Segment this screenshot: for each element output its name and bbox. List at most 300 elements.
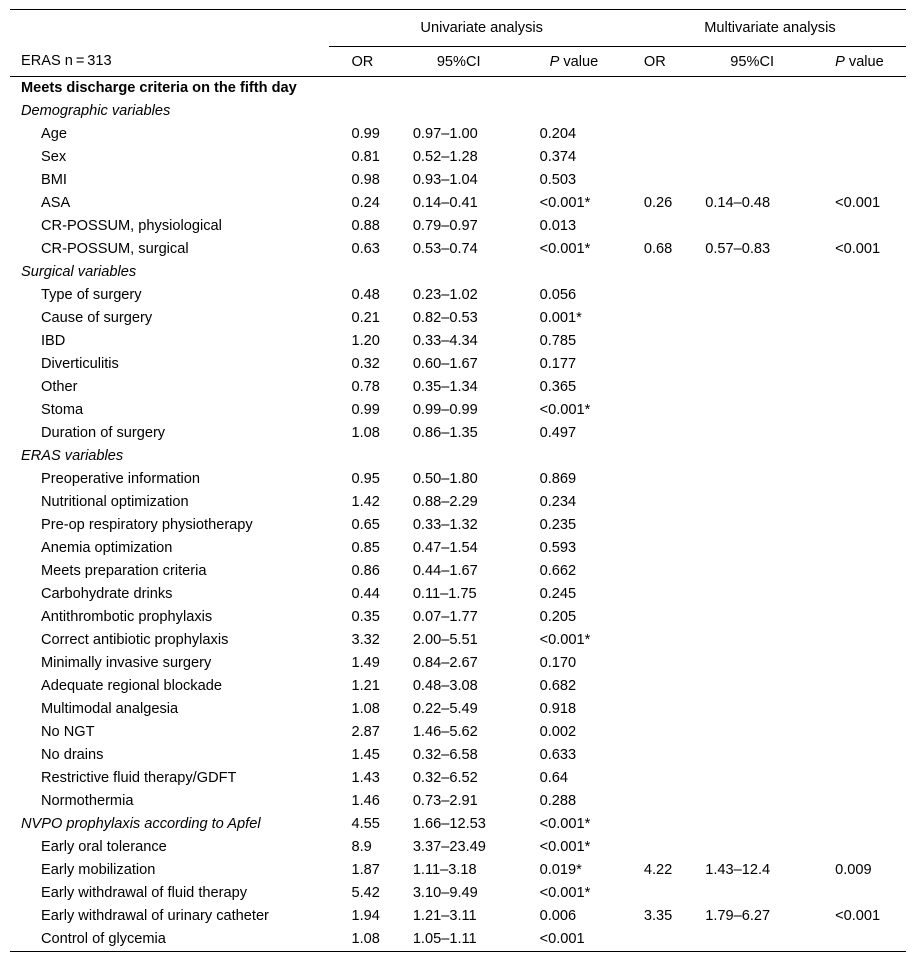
ci-univariate-cell: 0.23–1.02 <box>412 287 478 303</box>
p-multivariate-cell <box>825 376 906 399</box>
p-multivariate-cell <box>825 836 906 859</box>
header-row-groups <box>10 10 906 47</box>
or-univariate-cell: 2.87 <box>351 724 380 740</box>
table-row <box>10 376 906 399</box>
or-multivariate-cell <box>634 261 705 284</box>
or-univariate-cell: 1.87 <box>351 862 380 878</box>
p-univariate-cell: <0.001* <box>539 885 591 901</box>
multivariate-header: Multivariate analysis <box>634 10 906 47</box>
ci-multivariate-cell <box>705 100 825 123</box>
row-label: ERAS variables <box>21 448 124 464</box>
ci-univariate-cell: 0.73–2.91 <box>412 793 478 809</box>
or-header-multivariate: OR <box>634 47 705 77</box>
p-univariate-cell: 0.001* <box>539 310 582 326</box>
p-univariate-cell: 0.019* <box>539 862 582 878</box>
p-multivariate-cell: <0.001 <box>835 241 881 257</box>
ci-multivariate-cell <box>705 491 825 514</box>
or-multivariate-cell <box>634 169 705 192</box>
p-multivariate-cell <box>825 77 906 101</box>
ci-multivariate-cell <box>705 422 825 445</box>
or-univariate-cell <box>329 77 412 101</box>
p-header-multivariate <box>825 47 906 77</box>
or-univariate-cell: 1.46 <box>351 793 380 809</box>
table-row <box>10 192 906 215</box>
or-multivariate-cell <box>634 468 705 491</box>
p-multivariate-cell <box>825 583 906 606</box>
or-univariate-cell <box>329 261 412 284</box>
p-univariate-cell: <0.001* <box>539 816 591 832</box>
ci-multivariate-cell <box>705 445 825 468</box>
ci-univariate-cell: 2.00–5.51 <box>412 632 478 648</box>
or-multivariate-cell <box>634 330 705 353</box>
p-multivariate-cell <box>825 813 906 836</box>
table-row <box>10 836 906 859</box>
p-multivariate-cell <box>825 721 906 744</box>
or-univariate-cell: 1.20 <box>351 333 380 349</box>
or-univariate-cell: 0.78 <box>351 379 380 395</box>
or-univariate-cell: 1.42 <box>351 494 380 510</box>
or-multivariate-cell <box>634 928 705 952</box>
table-row <box>10 215 906 238</box>
p-multivariate-cell <box>825 514 906 537</box>
table-row <box>10 698 906 721</box>
or-univariate-cell: 1.49 <box>351 655 380 671</box>
or-univariate-cell: 0.86 <box>351 563 380 579</box>
ci-multivariate-cell <box>705 514 825 537</box>
p-univariate-cell: 0.002 <box>539 724 577 740</box>
or-univariate-cell: 0.65 <box>351 517 380 533</box>
ci-univariate-cell <box>413 77 540 101</box>
row-label: Preoperative information <box>41 471 200 487</box>
p-univariate-cell: 0.633 <box>539 747 577 763</box>
p-univariate-cell: 0.374 <box>539 149 577 165</box>
ci-univariate-cell <box>413 261 540 284</box>
p-multivariate-cell <box>825 790 906 813</box>
row-label: Restrictive fluid therapy/GDFT <box>41 770 237 786</box>
or-univariate-cell: 0.95 <box>351 471 380 487</box>
or-multivariate-cell <box>634 445 705 468</box>
ci-univariate-cell: 1.05–1.11 <box>413 928 540 952</box>
p-univariate-cell: <0.001* <box>539 839 591 855</box>
p-univariate-cell: 0.234 <box>539 494 577 510</box>
ci-multivariate-cell <box>705 629 825 652</box>
ci-univariate-cell: 0.99–0.99 <box>412 402 478 418</box>
p-univariate-cell: 0.497 <box>539 425 577 441</box>
p-multivariate-cell <box>825 353 906 376</box>
ci-univariate-cell: 0.32–6.52 <box>412 770 478 786</box>
p-multivariate-cell <box>825 652 906 675</box>
p-rest: value <box>844 53 884 70</box>
or-univariate-cell: 5.42 <box>351 885 380 901</box>
ci-univariate-cell: 0.82–0.53 <box>412 310 478 326</box>
row-label: IBD <box>41 333 66 349</box>
p-univariate-cell <box>540 261 634 284</box>
table-row <box>10 721 906 744</box>
p-multivariate-cell <box>825 445 906 468</box>
p-multivariate-cell <box>825 146 906 169</box>
or-multivariate-cell <box>634 376 705 399</box>
ci-univariate-cell: 0.35–1.34 <box>412 379 478 395</box>
ci-multivariate-cell <box>705 284 825 307</box>
p-multivariate-cell <box>825 399 906 422</box>
ci-univariate-cell: 0.52–1.28 <box>412 149 478 165</box>
table-row <box>10 744 906 767</box>
p-univariate-cell: 0.177 <box>539 356 577 372</box>
row-label: Control of glycemia <box>10 928 329 952</box>
ci-multivariate-cell <box>705 399 825 422</box>
or-multivariate-cell <box>634 675 705 698</box>
or-multivariate-cell: 0.26 <box>643 195 673 211</box>
p-univariate-cell: <0.001 <box>540 928 634 952</box>
p-multivariate-cell <box>825 537 906 560</box>
or-multivariate-cell <box>634 77 705 101</box>
p-univariate-cell: 0.918 <box>539 701 577 717</box>
ci-multivariate-cell <box>705 376 825 399</box>
row-label: Stoma <box>41 402 84 418</box>
table-row <box>10 859 906 882</box>
row-label: BMI <box>41 172 67 188</box>
table-row <box>10 514 906 537</box>
or-multivariate-cell <box>634 790 705 813</box>
table-row <box>10 790 906 813</box>
ci-multivariate-cell: 1.79–6.27 <box>705 908 771 924</box>
or-univariate-cell: 1.45 <box>351 747 380 763</box>
p-multivariate-cell <box>825 123 906 146</box>
univariate-header: Univariate analysis <box>329 10 633 47</box>
or-univariate-cell: 1.94 <box>351 908 380 924</box>
or-multivariate-cell <box>634 537 705 560</box>
or-multivariate-cell <box>634 583 705 606</box>
ci-multivariate-cell <box>705 146 825 169</box>
p-univariate-cell <box>540 445 634 468</box>
or-multivariate-cell <box>634 284 705 307</box>
or-multivariate-cell <box>634 882 705 905</box>
ci-univariate-cell: 0.14–0.41 <box>412 195 478 211</box>
table-row <box>10 146 906 169</box>
p-multivariate-cell <box>825 767 906 790</box>
p-multivariate-cell <box>825 100 906 123</box>
ci-multivariate-cell <box>705 77 825 101</box>
p-multivariate-cell <box>825 698 906 721</box>
table-row <box>10 238 906 261</box>
p-multivariate-cell <box>825 284 906 307</box>
row-label: Pre-op respiratory physiotherapy <box>41 517 253 533</box>
or-univariate-cell: 1.08 <box>329 928 412 952</box>
p-multivariate-cell <box>825 629 906 652</box>
p-univariate-cell: 0.204 <box>539 126 577 142</box>
table-row <box>10 77 906 101</box>
table-row <box>10 560 906 583</box>
or-multivariate-cell <box>634 491 705 514</box>
p-italic: P <box>549 53 560 70</box>
table-row <box>10 330 906 353</box>
ci-univariate-cell: 1.11–3.18 <box>412 862 477 878</box>
ci-multivariate-cell <box>705 537 825 560</box>
p-univariate-cell <box>540 77 634 101</box>
table-row <box>10 123 906 146</box>
ci-header-univariate: 95%CI <box>413 47 540 77</box>
or-multivariate-cell <box>634 514 705 537</box>
ci-multivariate-cell <box>705 330 825 353</box>
row-label: Carbohydrate drinks <box>41 586 173 602</box>
row-label: Correct antibiotic prophylaxis <box>41 632 229 648</box>
or-univariate-cell <box>329 445 412 468</box>
row-label: No drains <box>41 747 104 763</box>
ci-multivariate-cell <box>705 767 825 790</box>
p-multivariate-cell <box>825 468 906 491</box>
ci-multivariate-cell <box>705 675 825 698</box>
p-multivariate-cell <box>825 882 906 905</box>
ci-multivariate-cell <box>705 307 825 330</box>
ci-univariate-cell: 0.93–1.04 <box>412 172 478 188</box>
row-label: Meets preparation criteria <box>41 563 207 579</box>
ci-univariate-cell: 0.33–4.34 <box>412 333 478 349</box>
row-label: Early withdrawal of urinary catheter <box>41 908 269 924</box>
p-univariate-cell: 0.64 <box>539 770 568 786</box>
ci-multivariate-cell <box>705 560 825 583</box>
ci-univariate-cell: 0.33–1.32 <box>412 517 478 533</box>
p-italic: P <box>835 53 845 70</box>
ci-multivariate-cell <box>705 790 825 813</box>
table-row <box>10 468 906 491</box>
table-row <box>10 652 906 675</box>
ci-univariate-cell: 0.79–0.97 <box>412 218 478 234</box>
ci-univariate-cell: 0.32–6.58 <box>412 747 478 763</box>
p-multivariate-cell <box>825 307 906 330</box>
ci-univariate-cell: 0.50–1.80 <box>412 471 478 487</box>
p-univariate-cell: 0.503 <box>539 172 577 188</box>
or-univariate-cell: 1.43 <box>351 770 380 786</box>
or-univariate-cell <box>329 100 412 123</box>
row-label: Demographic variables <box>21 103 171 119</box>
cohort-label: ERAS n = 313 <box>10 47 329 77</box>
or-multivariate-cell <box>634 123 705 146</box>
or-multivariate-cell <box>634 353 705 376</box>
ci-multivariate-cell <box>705 882 825 905</box>
or-univariate-cell: 0.44 <box>351 586 380 602</box>
or-multivariate-cell <box>634 698 705 721</box>
p-multivariate-cell <box>825 744 906 767</box>
or-univariate-cell: 3.32 <box>351 632 380 648</box>
row-label: Other <box>41 379 78 395</box>
ci-univariate-cell: 0.22–5.49 <box>412 701 478 717</box>
row-label: Early mobilization <box>41 862 156 878</box>
p-multivariate-cell <box>825 261 906 284</box>
ci-univariate-cell <box>413 445 540 468</box>
row-label: Normothermia <box>41 793 134 809</box>
or-univariate-cell: 0.24 <box>351 195 380 211</box>
row-label: NVPO prophylaxis according to Apfel <box>21 816 261 832</box>
or-multivariate-cell <box>634 307 705 330</box>
ci-multivariate-cell: 0.57–0.83 <box>705 241 771 257</box>
p-univariate-cell: 0.869 <box>539 471 577 487</box>
or-univariate-cell: 0.32 <box>351 356 380 372</box>
p-multivariate-cell <box>825 928 906 952</box>
ci-multivariate-cell: 0.14–0.48 <box>705 195 771 211</box>
row-label: Minimally invasive surgery <box>41 655 212 671</box>
results-table-container <box>10 9 906 952</box>
table-row <box>10 905 906 928</box>
ci-multivariate-cell <box>705 928 825 952</box>
row-label: Antithrombotic prophylaxis <box>41 609 213 625</box>
ci-multivariate-cell <box>705 261 825 284</box>
p-multivariate-cell <box>825 560 906 583</box>
row-label: Nutritional optimization <box>41 494 189 510</box>
ci-univariate-cell: 0.48–3.08 <box>412 678 478 694</box>
p-multivariate-cell: 0.009 <box>835 862 872 878</box>
row-label: Cause of surgery <box>41 310 153 326</box>
table-row <box>10 284 906 307</box>
p-univariate-cell: 0.235 <box>539 517 577 533</box>
or-univariate-cell: 0.63 <box>351 241 380 257</box>
or-univariate-cell: 1.08 <box>351 425 380 441</box>
or-multivariate-cell <box>634 422 705 445</box>
ci-univariate-cell: 1.46–5.62 <box>412 724 478 740</box>
ci-univariate-cell: 1.66–12.53 <box>412 816 486 832</box>
or-univariate-cell: 8.9 <box>351 839 372 855</box>
p-header-univariate <box>540 47 634 77</box>
ci-univariate-cell: 0.07–1.77 <box>412 609 478 625</box>
or-univariate-cell: 1.08 <box>351 701 380 717</box>
ci-univariate-cell: 0.97–1.00 <box>412 126 478 142</box>
ci-univariate-cell: 0.60–1.67 <box>412 356 478 372</box>
row-label: Surgical variables <box>21 264 137 280</box>
header-row-columns <box>10 47 906 77</box>
p-univariate-cell: 0.682 <box>539 678 577 694</box>
or-univariate-cell: 4.55 <box>351 816 380 832</box>
or-multivariate-cell <box>634 767 705 790</box>
or-univariate-cell: 0.85 <box>351 540 380 556</box>
p-univariate-cell: 0.785 <box>539 333 577 349</box>
row-label: Multimodal analgesia <box>41 701 179 717</box>
row-label: Anemia optimization <box>41 540 173 556</box>
ci-multivariate-cell <box>705 721 825 744</box>
p-univariate-cell: <0.001* <box>539 195 591 211</box>
or-univariate-cell: 0.48 <box>351 287 380 303</box>
table-row <box>10 261 906 284</box>
ci-univariate-cell <box>413 100 540 123</box>
table-row <box>10 491 906 514</box>
p-multivariate-cell <box>825 675 906 698</box>
table-row <box>10 629 906 652</box>
p-multivariate-cell <box>825 606 906 629</box>
p-multivariate-cell: <0.001 <box>835 908 881 924</box>
table-row <box>10 767 906 790</box>
row-label: Sex <box>41 149 67 165</box>
p-univariate-cell: 0.288 <box>539 793 577 809</box>
table-row <box>10 353 906 376</box>
row-label: Diverticulitis <box>41 356 119 372</box>
or-univariate-cell: 0.35 <box>351 609 380 625</box>
p-rest: value <box>559 53 599 70</box>
table-row <box>10 606 906 629</box>
ci-multivariate-cell <box>705 606 825 629</box>
p-univariate-cell: <0.001* <box>539 241 591 257</box>
ci-univariate-cell: 0.11–1.75 <box>412 586 477 602</box>
p-multivariate-cell <box>825 169 906 192</box>
table-row <box>10 583 906 606</box>
p-multivariate-cell: <0.001 <box>835 195 881 211</box>
p-multivariate-cell <box>825 491 906 514</box>
p-univariate-cell: 0.245 <box>539 586 577 602</box>
or-multivariate-cell: 3.35 <box>643 908 673 924</box>
table-body <box>10 77 906 952</box>
p-multivariate-cell <box>825 422 906 445</box>
ci-multivariate-cell <box>705 836 825 859</box>
row-label: Early oral tolerance <box>41 839 167 855</box>
ci-univariate-cell: 0.88–2.29 <box>412 494 478 510</box>
or-multivariate-cell <box>634 744 705 767</box>
row-label: Type of surgery <box>41 287 142 303</box>
or-multivariate-cell <box>634 606 705 629</box>
row-label: Early withdrawal of fluid therapy <box>41 885 248 901</box>
or-multivariate-cell <box>634 399 705 422</box>
p-univariate-cell: 0.205 <box>539 609 577 625</box>
row-label: Adequate regional blockade <box>41 678 222 694</box>
or-univariate-cell: 0.99 <box>351 402 380 418</box>
row-label: Age <box>41 126 67 142</box>
ci-multivariate-cell <box>705 353 825 376</box>
row-label: No NGT <box>41 724 95 740</box>
ci-univariate-cell: 3.10–9.49 <box>412 885 478 901</box>
row-label: CR-POSSUM, surgical <box>41 241 189 257</box>
ci-multivariate-cell <box>705 698 825 721</box>
table-row <box>10 675 906 698</box>
or-multivariate-cell <box>634 813 705 836</box>
p-univariate-cell: 0.006 <box>539 908 577 924</box>
row-label: ASA <box>41 195 71 211</box>
p-univariate-cell: <0.001* <box>539 632 591 648</box>
ci-univariate-cell: 0.86–1.35 <box>412 425 478 441</box>
or-header-univariate: OR <box>329 47 412 77</box>
ci-univariate-cell: 1.21–3.11 <box>412 908 477 924</box>
ci-multivariate-cell: 1.43–12.4 <box>705 862 771 878</box>
p-univariate-cell: 0.662 <box>539 563 577 579</box>
p-multivariate-cell <box>825 330 906 353</box>
p-univariate-cell: 0.056 <box>539 287 577 303</box>
table-row <box>10 882 906 905</box>
table-row <box>10 169 906 192</box>
or-univariate-cell: 0.99 <box>351 126 380 142</box>
or-univariate-cell: 0.88 <box>351 218 380 234</box>
or-multivariate-cell <box>634 146 705 169</box>
results-table <box>10 9 906 952</box>
ci-multivariate-cell <box>705 215 825 238</box>
ci-univariate-cell: 0.84–2.67 <box>412 655 478 671</box>
ci-multivariate-cell <box>705 813 825 836</box>
table-row <box>10 307 906 330</box>
ci-multivariate-cell <box>705 169 825 192</box>
ci-univariate-cell: 3.37–23.49 <box>412 839 486 855</box>
table-row <box>10 422 906 445</box>
row-label: Meets discharge criteria on the fifth day <box>21 80 297 96</box>
table-row <box>10 928 906 952</box>
or-multivariate-cell <box>634 721 705 744</box>
p-univariate-cell: 0.170 <box>539 655 577 671</box>
table-row <box>10 399 906 422</box>
p-univariate-cell: 0.013 <box>539 218 577 234</box>
or-univariate-cell: 0.81 <box>351 149 380 165</box>
or-multivariate-cell <box>634 652 705 675</box>
or-multivariate-cell <box>634 215 705 238</box>
table-row <box>10 100 906 123</box>
or-univariate-cell: 0.21 <box>351 310 380 326</box>
or-multivariate-cell <box>634 560 705 583</box>
ci-multivariate-cell <box>705 744 825 767</box>
p-univariate-cell: 0.593 <box>539 540 577 556</box>
or-multivariate-cell: 4.22 <box>643 862 673 878</box>
header-empty-cell <box>10 10 329 47</box>
